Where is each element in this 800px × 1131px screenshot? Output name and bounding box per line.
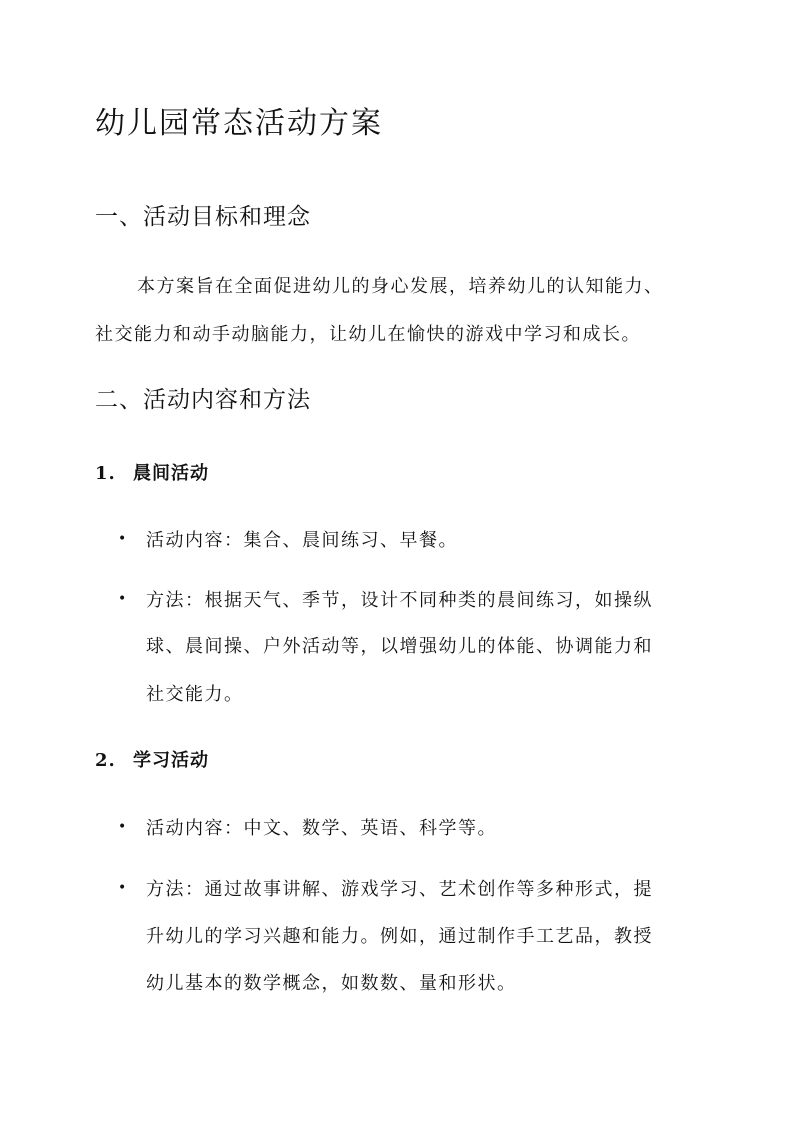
bullet-marker: •: [118, 531, 127, 547]
bullet-line: 社交能力。: [146, 684, 244, 705]
bullet-line: 升幼儿的学习兴趣和能力。例如，通过制作手工艺品，教授: [146, 926, 653, 947]
bullet-line: 活动内容：中文、数学、英语、科学等。: [146, 818, 497, 839]
bullet-line: 幼儿基本的数学概念，如数数、量和形状。: [146, 973, 517, 994]
section-heading-content: 二、活动内容和方法: [95, 387, 311, 413]
subsection-heading-learning: [95, 746, 209, 772]
subsection-number: 1.: [95, 463, 116, 484]
bullet-line: 方法：根据天气、季节，设计不同种类的晨间练习，如操纵: [146, 590, 653, 611]
bullet-marker: •: [118, 591, 127, 607]
bullet-line: 方法：通过故事讲解、游戏学习、艺术创作等多种形式，提: [146, 879, 653, 900]
page-title: 幼儿园常态活动方案: [95, 106, 383, 141]
paragraph-line: 本方案旨在全面促进幼儿的身心发展，培养幼儿的认知能力、: [137, 276, 664, 297]
bullet-line: 活动内容：集合、晨间练习、早餐。: [146, 530, 458, 551]
paragraph-line: 社交能力和动手动脑能力，让幼儿在愉快的游戏中学习和成长。: [95, 324, 641, 345]
subsection-number: 2.: [95, 750, 116, 771]
section-heading-goals: 一、活动目标和理念: [95, 204, 311, 230]
bullet-line: 球、晨间操、户外活动等，以增强幼儿的体能、协调能力和: [146, 636, 653, 657]
bullet-marker: •: [118, 880, 127, 896]
subsection-title: 学习活动: [133, 750, 209, 771]
subsection-heading-morning: [95, 459, 209, 485]
bullet-marker: •: [118, 819, 127, 835]
subsection-title: 晨间活动: [133, 463, 209, 484]
